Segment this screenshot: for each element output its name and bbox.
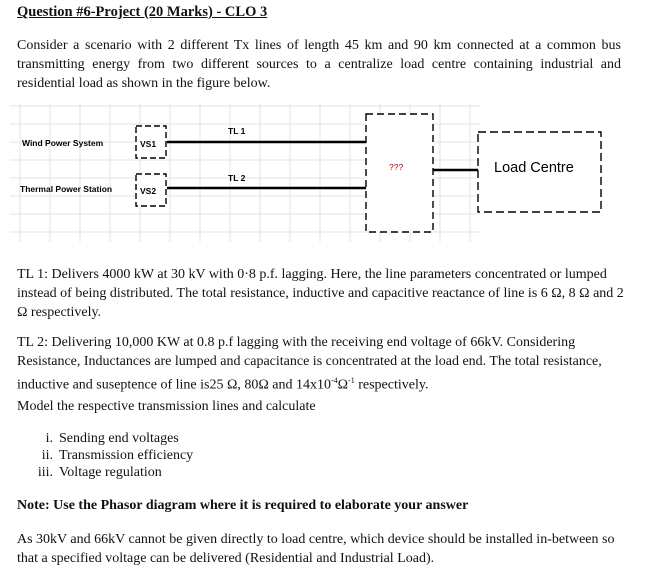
vs1-label: VS1: [140, 139, 157, 149]
list-item: i. Sending end voltages: [45, 431, 179, 446]
list-item: ii. Transmission efficiency: [41, 448, 194, 463]
tl2-omega: Ω: [337, 377, 349, 393]
tl1-description: TL 1: Delivers 4000 kW at 30 kV with 0·8 p.f. lagging. Here, the line parameters concentrated or lumped instead of being distributed. The total resistance, inductive and capacitive reactance of line is 6 Ω, 8 Ω and 2 Ω respectively.: [17, 267, 624, 320]
model-instruction: Model the respective transmission lines and calculate: [17, 399, 316, 414]
tl2-exponent-2: -1: [348, 376, 355, 385]
circuit-diagram: [10, 104, 650, 244]
list-item: iii. Voltage regulation: [37, 465, 162, 480]
load-centre-label: Load Centre: [494, 160, 574, 176]
note-text: Note: Use the Phasor diagram where it is required to elaborate your answer: [17, 498, 469, 513]
tl2-text-main: TL 2: Delivering 10,000 KW at 0.8 p.f lagging with the receiving end voltage of 66kV. Considering Resistance, Inductances are lumped and capacitance is concentrated at the load end. The total resistance, inductive and suseptence of line is25 Ω, 80Ω and 14x10: [17, 335, 602, 393]
final-question: As 30kV and 66kV cannot be given directly to load centre, which device should be installed in-between so that a specified voltage can be delivered (Residential and Industrial Load).: [17, 532, 615, 566]
tl2-description: [17, 333, 629, 395]
tl2-exponent-1: -4: [330, 376, 338, 385]
unknown-device-box: [366, 114, 433, 232]
question-title: Question #6-Project (20 Marks) - CLO 3: [17, 4, 268, 20]
unknown-device-label: ???: [389, 162, 404, 172]
tl2-label: TL 2: [228, 173, 246, 183]
tl1-label: TL 1: [228, 126, 246, 136]
intro-paragraph: Consider a scenario with 2 different Tx lines of length 45 km and 90 km connected at a common bus transmitting energy from two different sources to a centralize load centre containing industrial and residential load as shown in the figure below.: [17, 38, 621, 91]
source1-label: Wind Power System: [22, 138, 104, 148]
tl2-text-end: respectively.: [354, 377, 429, 393]
source2-label: Thermal Power Station: [20, 184, 113, 194]
vs2-label: VS2: [140, 186, 157, 196]
task-list: [19, 430, 193, 481]
